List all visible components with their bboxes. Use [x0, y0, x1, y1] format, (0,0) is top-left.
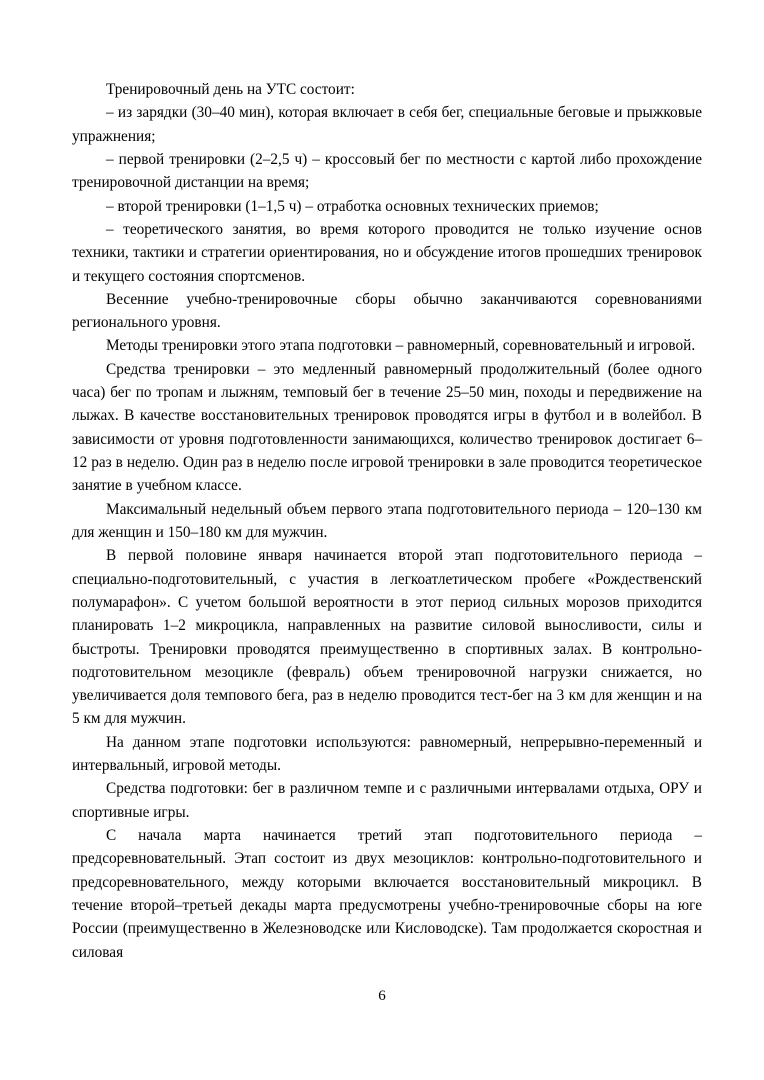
paragraph: – из зарядки (30–40 мин), которая включает в себя бег, специальные беговые и прыжковые упражнения; [72, 104, 702, 145]
paragraph: На данном этапе подготовки используются: равномерный, непрерывно-переменный и интервальный, игровой методы. [72, 733, 702, 775]
paragraph: Средства тренировки – это медленный равномерный продолжительный (более одного часа) бег по тропам и лыжням, темповый бег в течение 25–50 мин, походы и передвижение на лыжах. В качестве восстановительных тренировок проводятся игры в футбол и в волейбол. В зависимости от уровня подготовленности занимающихся, количество тренировок достигает 6–12 раз в неделю. Один раз в неделю после игровой тренировки в зале проводится теоретическое занятие в учебном классе. [72, 360, 702, 495]
paragraph: Максимальный недельный объем первого этапа подготовительного периода – 120–130 км для женщин и 150–180 км для мужчин. [72, 500, 702, 541]
paragraph: С начала марта начинается третий этап подготовительного периода – предсоревновательный. Этап состоит из двух мезоциклов: контрольно-подготовительного и предсоревновательного, между которыми включается восстановительный микроцикл. В течение второй–третьей декады марта предусмотрены учебно-тренировочные сборы на юге России (преимущественно в Железноводске или Кисловодске). Там продолжается скоростная и силовая [72, 827, 702, 961]
paragraph: Методы тренировки этого этапа подготовки – равномерный, соревновательный и игровой. [106, 337, 696, 355]
paragraph: – теоретического занятия, во время которого проводится не только изучение основ техники, тактики и стратегии ориентирования, но и обсуждение итогов прошедших тренировок и текущего состояния спортсменов. [72, 220, 702, 285]
paragraph: – второй тренировки (1–1,5 ч) – отработка основных технических приемов; [106, 197, 599, 215]
page-number: 6 [378, 988, 386, 1004]
paragraph: Тренировочный день на УТС состоит: [106, 81, 355, 98]
paragraph: В первой половине января начинается второй этап подготовительного периода – специально-подготовительный, с участия в легкоатлетическом пробеге «Рождественский полумарафон». С учетом большой вероятности в этот период сильных морозов приходится планировать 1–2 микроцикла, направленных на развитие силовой выносливости, силы и быстроты. Тренировки проводятся преимущественно в спортивных залах. В контрольно-подготовительном мезоцикле (февраль) объем тренировочной нагрузки снижается, но увеличивается доля темпового бега, раз в неделю проводится тест-бег на 3 км для женщин и на 5 км для мужчин. [72, 547, 702, 728]
paragraph: Весенние учебно-тренировочные сборы обычно заканчиваются соревнованиями регионального уровня. [72, 290, 702, 332]
paragraph: Средства подготовки: бег в различном темпе и с различными интервалами отдыха, ОРУ и спортивные игры. [72, 780, 702, 821]
paragraph: – первой тренировки (2–2,5 ч) – кроссовый бег по местности с картой либо прохождение тренировочной дистанции на время; [72, 150, 702, 192]
document-body [72, 78, 702, 964]
